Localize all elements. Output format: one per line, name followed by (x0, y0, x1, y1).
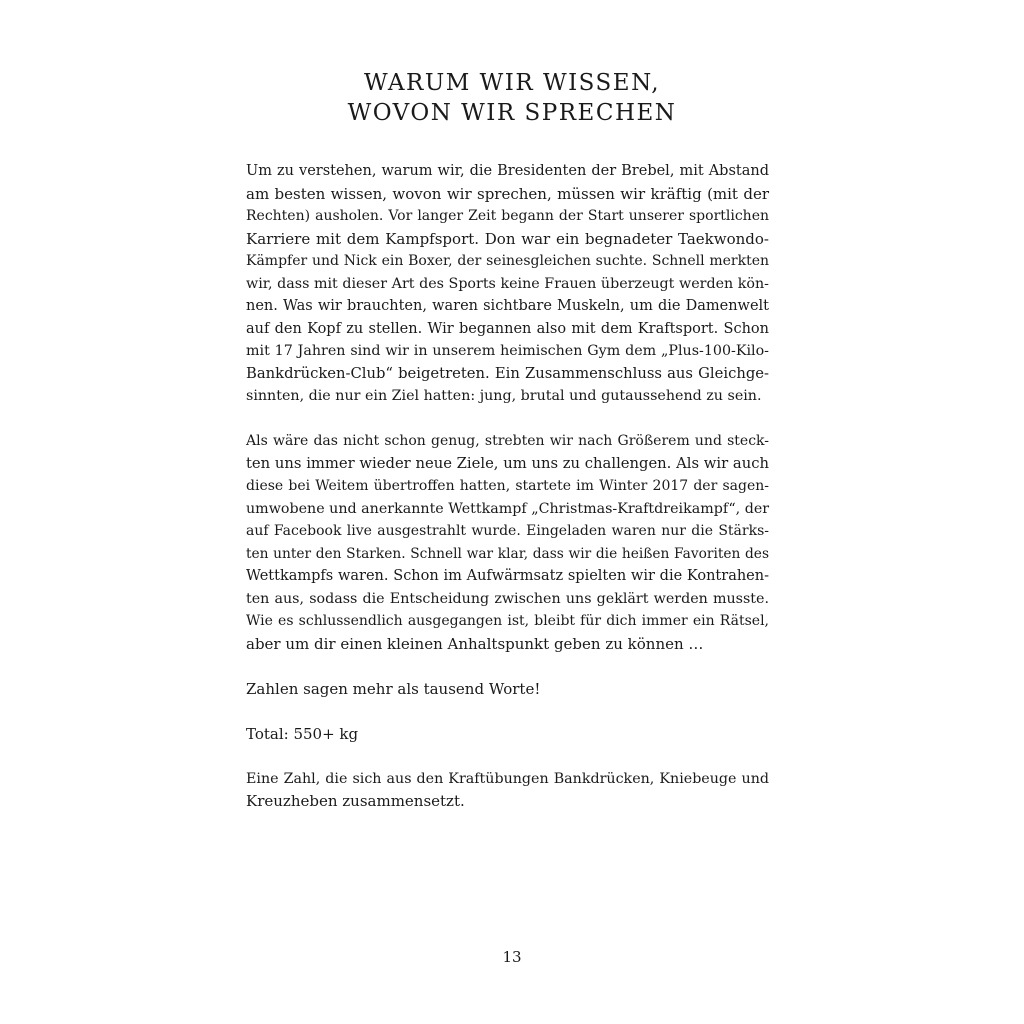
text-line: mit 17 Jahren sind wir in unserem heimischen Gym dem „Plus-100-Kilo- (246, 343, 769, 359)
chapter-title-line: WARUM WIR WISSEN, (363, 70, 661, 96)
text-line: auf den Kopf zu stellen. Wir begannen also mit dem Kraftsport. Schon (246, 320, 769, 337)
text-line: ten aus, sodass die Entscheidung zwischen uns geklärt werden musste. (246, 590, 769, 607)
text-line: wir, dass mit dieser Art des Sports keine Frauen überzeugt werden kön- (246, 275, 769, 292)
text-line: aber um dir einen kleinen Anhaltspunkt geben zu können … (246, 634, 704, 653)
text-line: Wettkampfs waren. Schon im Aufwärmsatz spielten wir die Kontrahen- (246, 568, 769, 584)
text-line: Rechten) ausholen. Vor langer Zeit begann der Start unserer sportlichen (246, 208, 769, 224)
text-line: sinnten, die nur ein Ziel hatten: jung, brutal und gutaussehend zu sein. (246, 388, 762, 404)
chapter-title (0, 68, 1024, 128)
text-line: am besten wissen, wovon wir sprechen, müssen wir kräftig (mit der (246, 184, 769, 203)
text-line: Zahlen sagen mehr als tausend Worte! (246, 679, 541, 698)
text-line: Wie es schlussendlich ausgegangen ist, bleibt für dich immer ein Rätsel, (246, 613, 769, 629)
chapter-title-line: WOVON WIR SPRECHEN (347, 100, 677, 126)
text-line: Bankdrücken-Club“ beigetreten. Ein Zusammenschluss aus Gleichge- (246, 364, 769, 382)
paragraph (246, 723, 769, 746)
text-line: Um zu verstehen, warum wir, die Bresidenten der Brebel, mit Abstand (246, 163, 769, 179)
text-line: ten unter den Starken. Schnell war klar, dass wir die heißen Favoriten des (246, 545, 769, 562)
text-line: umwobene und anerkannte Wettkampf „Christmas-Kraftdreikampf“, der (246, 500, 770, 517)
text-line: ten uns immer wieder neue Ziele, um uns zu challengen. Als wir auch (246, 454, 769, 472)
paragraph (246, 768, 769, 813)
text-line: Karriere mit dem Kampfsport. Don war ein begnadeter Taekwondo- (246, 229, 769, 248)
text-line: auf Facebook live ausgestrahlt wurde. Eingeladen waren nur die Stärks- (246, 523, 769, 539)
page-number: 13 (502, 948, 522, 966)
text-line: Eine Zahl, die sich aus den Kraftübungen Bankdrücken, Kniebeuge und (246, 770, 769, 787)
text-line: nen. Was wir brauchten, waren sichtbare Muskeln, um die Damenwelt (246, 298, 769, 314)
body-text (246, 160, 769, 835)
paragraph (246, 430, 769, 655)
text-line: Kreuzheben zusammensetzt. (246, 792, 465, 810)
paragraph (246, 160, 769, 408)
text-line: diese bei Weitem übertroffen hatten, startete im Winter 2017 der sagen- (246, 478, 769, 494)
text-line: Total: 550+ kg (246, 724, 359, 743)
text-line: Als wäre das nicht schon genug, strebten wir nach Größerem und steck- (246, 433, 769, 449)
text-line: Kämpfer und Nick ein Boxer, der seinesgleichen suchte. Schnell merkten (246, 253, 769, 269)
paragraph (246, 678, 769, 701)
